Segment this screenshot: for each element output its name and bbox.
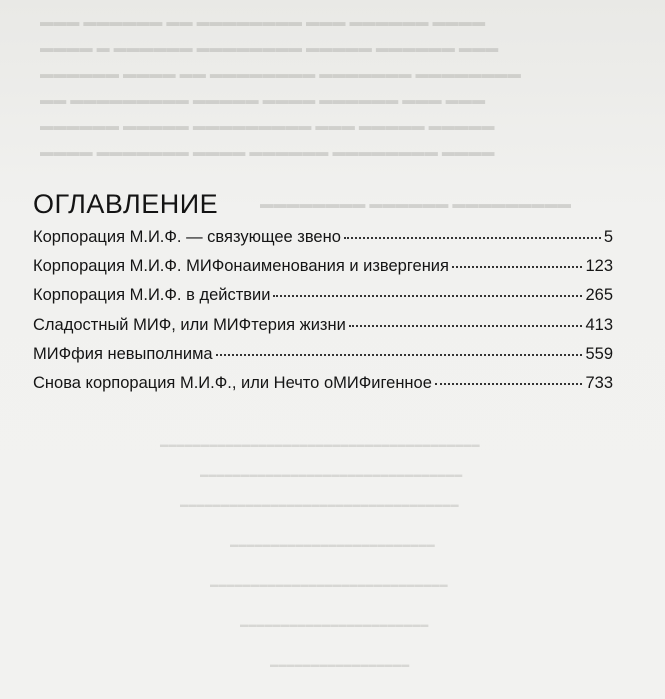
bleed-through-line: ▬▬▬▬ ▬ ▬▬▬▬▬▬ ▬▬▬▬▬▬▬▬ ▬▬▬▬▬ ▬▬▬▬▬▬ ▬▬▬: [40, 40, 499, 55]
bleed-through-line: ▬▬▬▬▬▬ ▬▬▬▬▬ ▬▬▬▬▬▬▬▬▬ ▬▬▬ ▬▬▬▬▬ ▬▬▬▬▬: [40, 118, 495, 133]
bleed-through-line: ▬▬▬▬ ▬▬▬▬▬▬▬ ▬▬▬▬ ▬▬▬▬▬▬ ▬▬▬▬▬▬▬▬ ▬▬▬▬: [40, 144, 495, 159]
dot-leader: [452, 266, 583, 268]
bleed-through-line: ▬▬▬▬▬▬▬▬▬▬▬▬▬▬▬▬▬▬▬▬▬▬▬▬▬▬▬▬▬▬▬▬: [200, 470, 463, 479]
toc-entry[interactable]: [33, 228, 613, 257]
toc-entry-page: 5: [603, 228, 613, 246]
bleed-through-line: ▬▬▬▬▬▬▬▬▬▬▬▬▬▬▬▬▬▬▬▬▬▬▬▬▬▬▬▬▬: [210, 580, 448, 589]
dot-leader: [435, 383, 583, 385]
dot-leader: [344, 237, 601, 239]
bleed-through-line: ▬▬▬▬▬▬▬▬▬▬▬▬▬▬▬▬▬: [270, 660, 410, 669]
toc-title: ОГЛАВЛЕНИЕ: [33, 189, 219, 220]
toc-entry-page: 265: [585, 286, 613, 305]
dot-leader: [349, 325, 583, 327]
bleed-through-line: ▬▬▬▬▬▬▬▬▬▬▬▬▬▬▬▬▬▬▬▬▬▬▬▬▬: [230, 540, 435, 549]
toc-entry-title: Снова корпорация М.И.Ф., или Нечто оМИФигенное: [33, 373, 432, 392]
dot-leader: [273, 295, 582, 297]
toc-entry-page: 413: [585, 315, 613, 334]
toc-entry[interactable]: [33, 286, 613, 315]
toc-entry[interactable]: [33, 257, 613, 286]
toc-entry[interactable]: [33, 345, 613, 374]
toc-entry-title: Сладостный МИФ, или МИФтерия жизни: [33, 315, 346, 334]
bleed-through-line: ▬▬▬▬▬▬▬▬▬▬▬▬▬▬▬▬▬▬▬▬▬▬▬: [240, 620, 429, 629]
toc-entry[interactable]: [33, 316, 613, 345]
bleed-through-line: ▬▬▬▬▬▬ ▬▬▬▬ ▬▬ ▬▬▬▬▬▬▬▬ ▬▬▬▬▬▬▬ ▬▬▬▬▬▬▬▬: [40, 66, 522, 81]
bleed-through-line: ▬▬▬▬▬▬▬▬ ▬▬▬▬▬▬ ▬▬▬▬▬▬▬▬▬: [260, 196, 572, 211]
toc-entry-title: МИФфия невыполнима: [33, 344, 213, 363]
toc-entry[interactable]: [33, 374, 613, 403]
toc-entry-title: Корпорация М.И.Ф. — связующее звено: [33, 228, 341, 246]
toc-entry-title: Корпорация М.И.Ф. в действии: [33, 286, 271, 305]
table-of-contents: [33, 228, 613, 403]
toc-entry-page: 733: [585, 373, 613, 392]
bleed-through-line: ▬▬▬▬▬▬▬▬▬▬▬▬▬▬▬▬▬▬▬▬▬▬▬▬▬▬▬▬▬▬▬▬▬▬: [180, 500, 459, 509]
bleed-through-line: ▬▬▬ ▬▬▬▬▬▬ ▬▬ ▬▬▬▬▬▬▬▬ ▬▬▬ ▬▬▬▬▬▬ ▬▬▬▬: [40, 14, 486, 29]
toc-entry-title: Корпорация М.И.Ф. МИФонаименования и извергения: [33, 257, 449, 276]
toc-entry-page: 559: [585, 344, 613, 363]
bleed-through-line: ▬▬ ▬▬▬▬▬▬▬▬▬ ▬▬▬▬▬ ▬▬▬▬ ▬▬▬▬▬▬ ▬▬▬ ▬▬▬: [40, 92, 486, 107]
toc-entry-page: 123: [585, 257, 613, 276]
dot-leader: [216, 354, 583, 356]
bleed-through-line: ▬▬▬▬▬▬▬▬▬▬▬▬▬▬▬▬▬▬▬▬▬▬▬▬▬▬▬▬▬▬▬▬▬▬▬▬▬▬▬: [160, 440, 480, 449]
